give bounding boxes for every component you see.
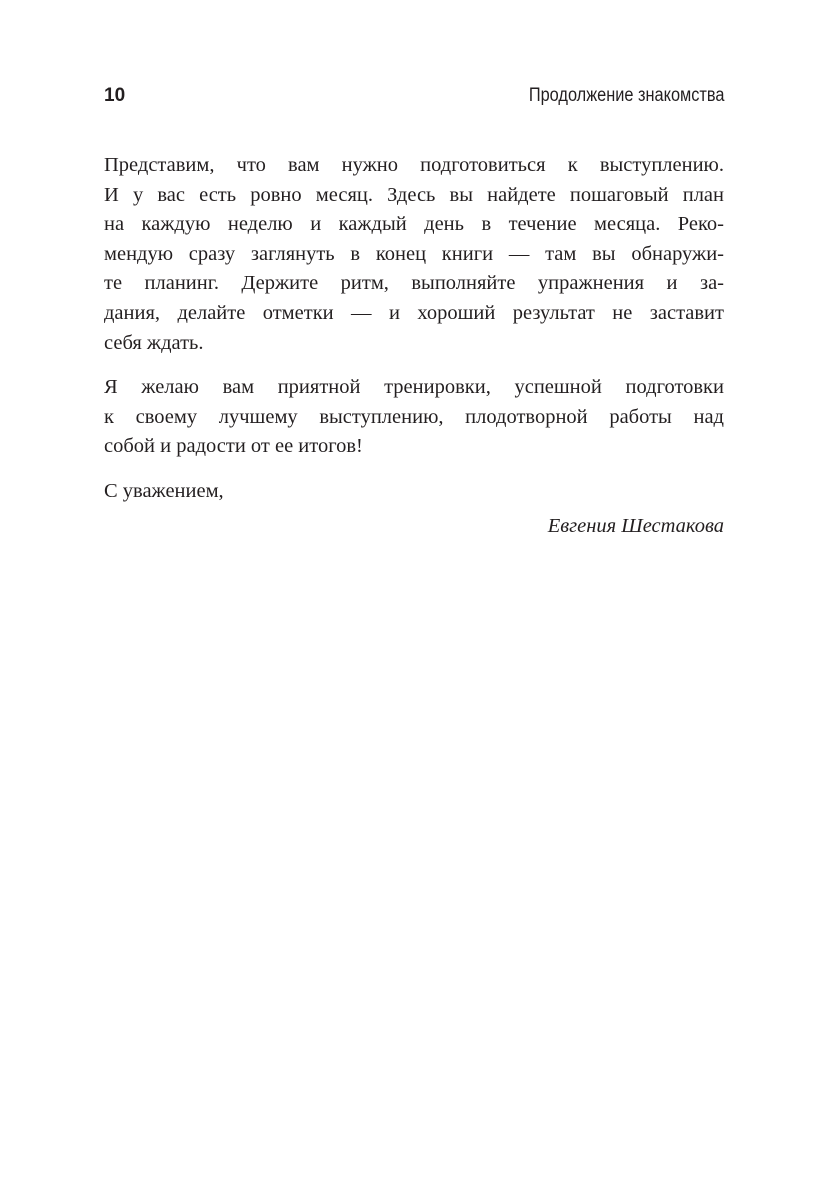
author-signature: Евгения Шестакова	[547, 515, 724, 537]
text-line: себя ждать.	[104, 331, 204, 354]
paragraph-preparation-plan	[104, 151, 724, 358]
running-head: Продолжение знакомства	[528, 85, 724, 106]
text-line: на каждую неделю и каждый день в течение месяца. Реко-	[104, 213, 724, 236]
text-line: те планинг. Держите ритм, выполняйте упражнения и за-	[104, 272, 724, 295]
text-line: Представим, что вам нужно подготовиться к выступлению.	[104, 154, 724, 176]
body-text	[104, 151, 724, 507]
page-number: 10	[104, 85, 126, 106]
text-line: к своему лучшему выступлению, плодотворной работы над	[104, 405, 724, 428]
text-line: дания, делайте отметки — и хороший результат не заставит	[104, 301, 724, 324]
text-line: мендую сразу заглянуть в конец книги — там вы обнаружи-	[104, 242, 724, 265]
closing-line: С уважением,	[104, 479, 224, 502]
text-line: собой и радости от ее итогов!	[104, 435, 363, 458]
text-line: И у вас есть ровно месяц. Здесь вы найдете пошаговый план	[104, 183, 724, 206]
paragraph-wishes	[104, 373, 724, 462]
text-line: Я желаю вам приятной тренировки, успешной подготовки	[104, 376, 724, 399]
paragraph-closing	[104, 477, 724, 507]
